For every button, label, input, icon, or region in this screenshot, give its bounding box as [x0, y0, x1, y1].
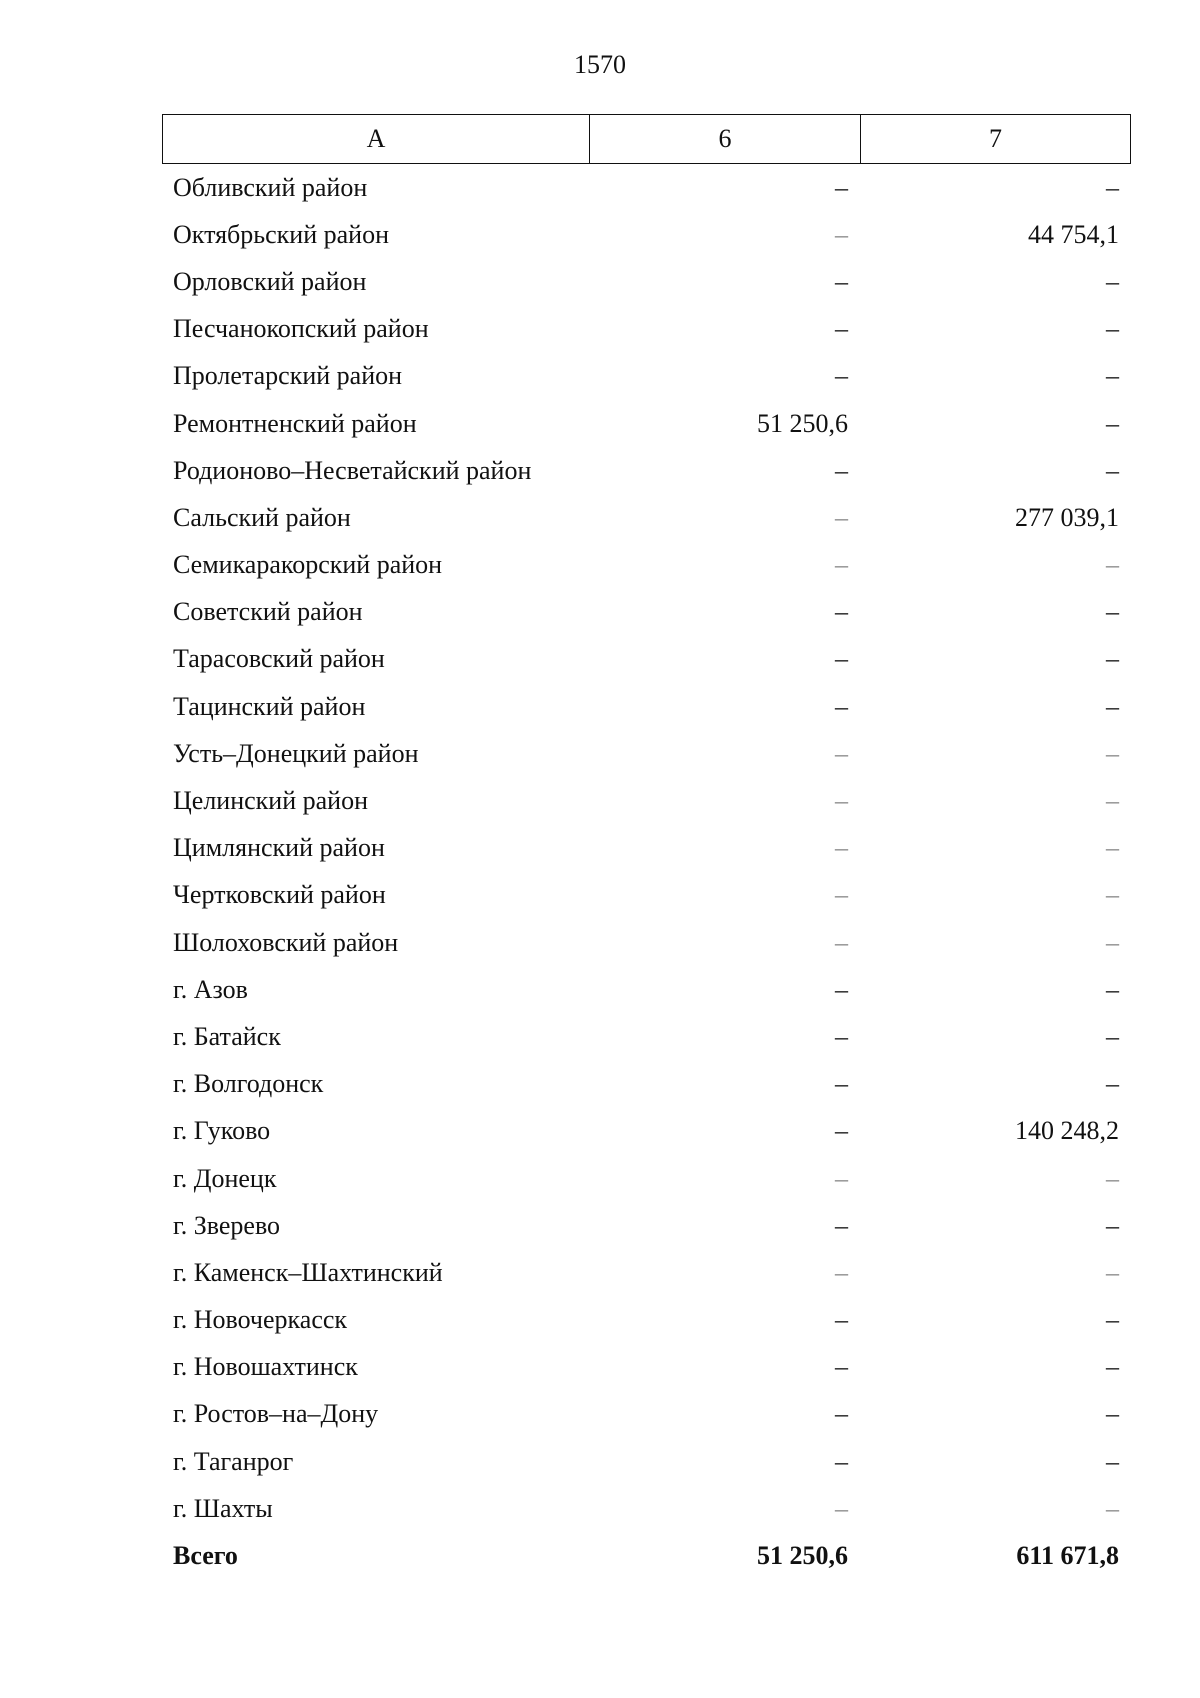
row-name: г. Шахты: [173, 1493, 273, 1523]
row-name: г. Волгодонск: [173, 1069, 324, 1099]
table-row: [162, 1108, 1131, 1155]
table-row: [162, 353, 1131, 400]
row-value-col-7: –: [1106, 833, 1119, 863]
row-name: Обливский район: [173, 172, 368, 202]
row-value-col-6: –: [835, 1069, 848, 1099]
table-row: [162, 1438, 1131, 1485]
row-name: Целинский район: [173, 786, 368, 816]
row-value-col-6: –: [835, 1305, 848, 1335]
table-row: [162, 1485, 1131, 1532]
row-name: Советский район: [173, 597, 363, 627]
row-value-col-7: –: [1106, 1163, 1119, 1193]
row-value-col-6: –: [835, 314, 848, 344]
table-row: [162, 447, 1131, 494]
row-value-col-6: –: [835, 786, 848, 816]
table-row: [162, 919, 1131, 966]
row-name: Орловский район: [173, 266, 367, 296]
row-value-col-6: –: [835, 974, 848, 1004]
table-row: [162, 211, 1131, 258]
row-value-col-6: –: [835, 1163, 848, 1193]
row-value-col-6: –: [835, 1399, 848, 1429]
row-value-col-7: 140 248,2: [1015, 1116, 1119, 1146]
table-row: [162, 1013, 1131, 1060]
row-value-col-7: –: [1106, 550, 1119, 580]
table-header: [162, 114, 1131, 164]
total-label: Всего: [173, 1541, 238, 1571]
row-name: г. Зверево: [173, 1210, 281, 1240]
row-value-col-7: –: [1106, 1493, 1119, 1523]
row-value-col-6: –: [835, 597, 848, 627]
row-value-col-7: –: [1106, 786, 1119, 816]
table-row: [162, 1155, 1131, 1202]
row-name: г. Гуково: [173, 1116, 271, 1146]
row-value-col-7: –: [1106, 974, 1119, 1004]
table-row: [162, 1391, 1131, 1438]
page-number: 1570: [574, 50, 626, 79]
table-row: [162, 636, 1131, 683]
table-row: [162, 1344, 1131, 1391]
table-body: [162, 164, 1131, 1580]
row-value-col-6: –: [835, 361, 848, 391]
row-value-col-7: –: [1106, 1021, 1119, 1051]
table-row: [162, 258, 1131, 305]
header-col-6: 6: [590, 115, 861, 163]
table-row: [162, 966, 1131, 1013]
row-name: Чертковский район: [173, 880, 386, 910]
table-row: [162, 683, 1131, 730]
table-row: [162, 164, 1131, 211]
row-value-col-6: –: [835, 1021, 848, 1051]
row-value-col-6: –: [835, 738, 848, 768]
table-row: [162, 1061, 1131, 1108]
row-value-col-7: 44 754,1: [1028, 219, 1119, 249]
table-row: [162, 542, 1131, 589]
row-value-col-7: –: [1106, 880, 1119, 910]
total-value-col-7: 611 671,8: [1016, 1541, 1119, 1571]
row-value-col-6: –: [835, 644, 848, 674]
row-name: Родионово–Несветайский район: [173, 455, 532, 485]
row-value-col-7: 277 039,1: [1015, 502, 1119, 532]
row-name: Ремонтненский район: [173, 408, 417, 438]
row-value-col-7: –: [1106, 266, 1119, 296]
row-value-col-6: –: [835, 172, 848, 202]
row-name: г. Батайск: [173, 1021, 281, 1051]
row-name: Пролетарский район: [173, 361, 403, 391]
row-name: Сальский район: [173, 502, 351, 532]
header-col-a: А: [163, 115, 590, 163]
table-row: [162, 1249, 1131, 1296]
table-row: [162, 1202, 1131, 1249]
row-value-col-6: –: [835, 833, 848, 863]
row-name: г. Азов: [173, 974, 248, 1004]
table-row: [162, 872, 1131, 919]
row-name: г. Ростов–на–Дону: [173, 1399, 379, 1429]
row-value-col-6: –: [835, 455, 848, 485]
row-value-col-7: –: [1106, 1399, 1119, 1429]
row-value-col-6: –: [835, 266, 848, 296]
table-row: [162, 825, 1131, 872]
total-value-col-6: 51 250,6: [757, 1541, 848, 1571]
row-value-col-7: –: [1106, 738, 1119, 768]
row-value-col-7: –: [1106, 455, 1119, 485]
row-value-col-7: –: [1106, 1257, 1119, 1287]
row-name: Тарасовский район: [173, 644, 385, 674]
row-value-col-7: –: [1106, 1305, 1119, 1335]
row-value-col-6: –: [835, 1116, 848, 1146]
row-value-col-7: –: [1106, 1352, 1119, 1382]
row-name: г. Новошахтинск: [173, 1352, 358, 1382]
row-value-col-7: –: [1106, 1069, 1119, 1099]
table-row: [162, 1297, 1131, 1344]
row-name: г. Каменск–Шахтинский: [173, 1257, 443, 1287]
row-value-col-7: –: [1106, 927, 1119, 957]
row-value-col-6: –: [835, 927, 848, 957]
row-value-col-6: –: [835, 1446, 848, 1476]
table-row: [162, 777, 1131, 824]
row-value-col-6: –: [835, 880, 848, 910]
row-value-col-6: –: [835, 1493, 848, 1523]
row-value-col-6: 51 250,6: [757, 408, 848, 438]
row-name: г. Новочеркасск: [173, 1305, 348, 1335]
table-row: [162, 730, 1131, 777]
row-value-col-6: –: [835, 1352, 848, 1382]
row-name: Цимлянский район: [173, 833, 385, 863]
table-row: [162, 400, 1131, 447]
row-value-col-7: –: [1106, 597, 1119, 627]
row-name: Семикаракорский район: [173, 550, 443, 580]
row-name: Песчанокопский район: [173, 314, 429, 344]
row-value-col-6: –: [835, 691, 848, 721]
row-name: Тацинский район: [173, 691, 366, 721]
table-row: [162, 589, 1131, 636]
row-value-col-7: –: [1106, 408, 1119, 438]
row-value-col-6: –: [835, 219, 848, 249]
row-value-col-6: –: [835, 550, 848, 580]
row-name: г. Донецк: [173, 1163, 277, 1193]
row-value-col-6: –: [835, 1210, 848, 1240]
header-col-7: 7: [989, 124, 1002, 153]
row-value-col-7: –: [1106, 1446, 1119, 1476]
row-value-col-7: –: [1106, 314, 1119, 344]
table-row: [162, 306, 1131, 353]
row-value-col-7: –: [1106, 644, 1119, 674]
row-value-col-7: –: [1106, 1210, 1119, 1240]
row-name: Октябрьский район: [173, 219, 389, 249]
row-value-col-6: –: [835, 502, 848, 532]
row-value-col-7: –: [1106, 361, 1119, 391]
total-row: [162, 1532, 1131, 1579]
row-value-col-7: –: [1106, 691, 1119, 721]
row-value-col-6: –: [835, 1257, 848, 1287]
row-name: Шолоховский район: [173, 927, 399, 957]
row-name: Усть–Донецкий район: [173, 738, 419, 768]
table-row: [162, 494, 1131, 541]
row-name: г. Таганрог: [173, 1446, 294, 1476]
row-value-col-7: –: [1106, 172, 1119, 202]
